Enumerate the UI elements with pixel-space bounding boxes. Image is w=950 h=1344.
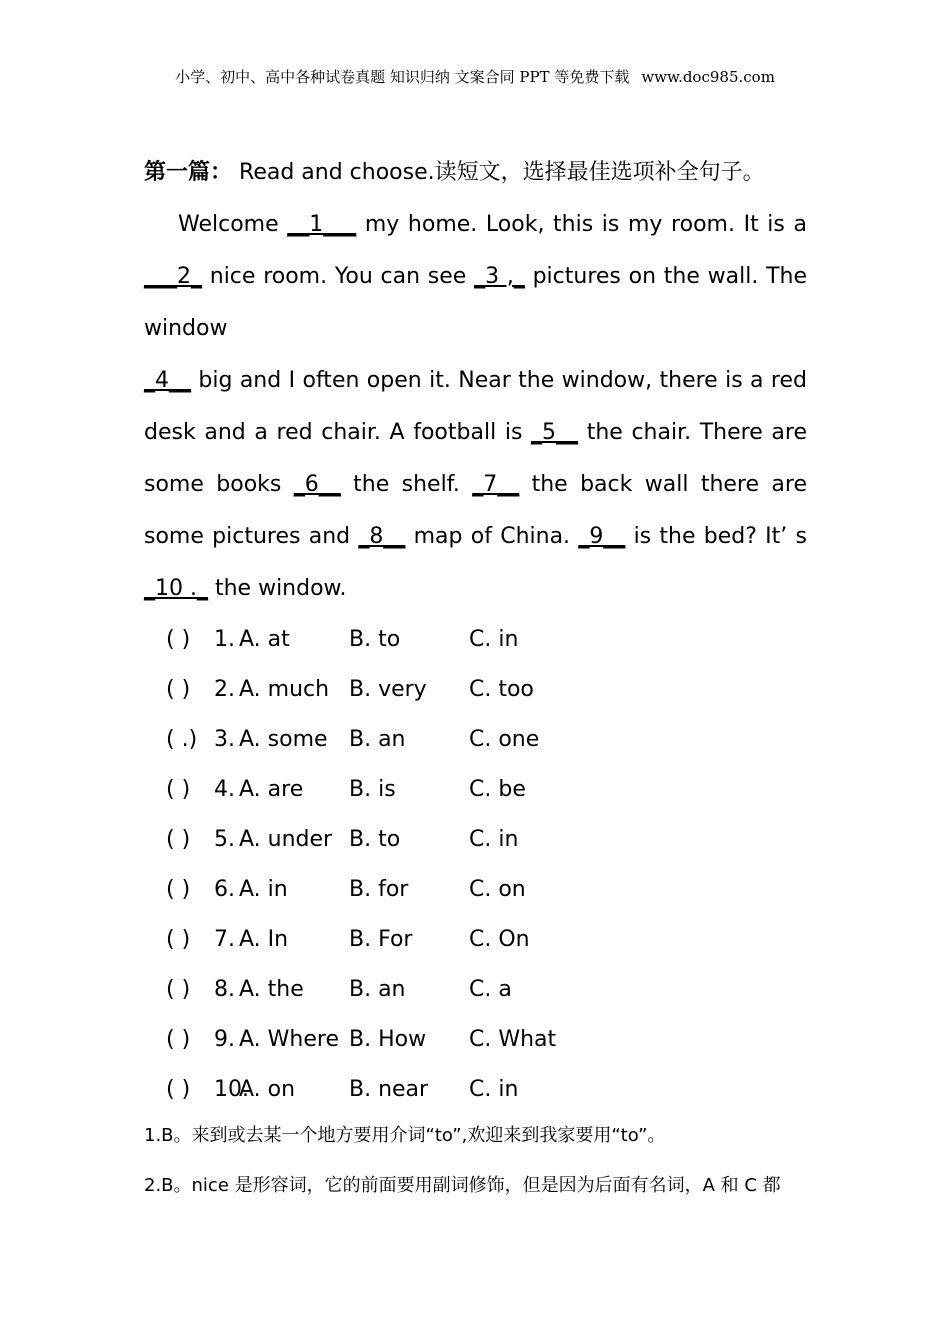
exercise-content: [144, 150, 807, 1115]
answer-options: [144, 615, 807, 1115]
passage-text: pictures on the wall. The window: [144, 264, 808, 341]
choice-c: C. in: [469, 827, 519, 852]
choice-b: B. an: [349, 977, 406, 1002]
answer-bracket[interactable]: ( ): [166, 927, 191, 952]
question-number: 4.: [214, 777, 235, 802]
choice-b: B. How: [349, 1027, 427, 1052]
passage-text: the window.: [207, 576, 347, 601]
blank-10: _10 ._: [144, 576, 208, 601]
blank-6: _6__: [293, 472, 341, 497]
passage-text: my home. Look, this is my room. It is a: [356, 212, 807, 237]
choice-b: B. near: [349, 1077, 429, 1102]
option-row: [144, 765, 807, 815]
question-number: 2.: [214, 677, 235, 702]
blank-3: _3 ,_: [474, 264, 525, 289]
question-number: 8.: [214, 977, 235, 1002]
choice-b: B. For: [349, 927, 413, 952]
answer-notes: [144, 1116, 807, 1216]
section-label: 第一篇：: [144, 159, 233, 185]
page-header: [0, 66, 950, 87]
blank-2: ___2_: [144, 264, 202, 289]
question-number: 10.: [214, 1077, 249, 1102]
choice-a: A. under: [239, 827, 333, 852]
choice-c: C. on: [469, 877, 526, 902]
blank-1: __1___: [287, 212, 357, 237]
choice-c: C. in: [469, 1077, 519, 1102]
choice-c: C. one: [469, 727, 540, 752]
choice-a: A. at: [239, 627, 290, 652]
option-row: [144, 1015, 807, 1065]
choice-a: A. the: [239, 977, 304, 1002]
blank-4: _4__: [144, 368, 191, 393]
reading-passage: [144, 199, 807, 615]
choice-c: C. a: [469, 977, 512, 1002]
answer-bracket[interactable]: ( ): [166, 1077, 191, 1102]
question-number: 3.: [214, 727, 235, 752]
question-number: 5.: [214, 827, 235, 852]
passage-paragraph-2: [144, 355, 807, 615]
passage-text: big and I often open it. Near the window, there is a red desk and a red chair. A football is: [144, 368, 807, 445]
passage-text: the chair. There are some books: [144, 420, 807, 497]
answer-bracket[interactable]: ( ): [166, 977, 191, 1002]
answer-bracket[interactable]: ( ): [166, 1027, 191, 1052]
option-row: [144, 715, 807, 765]
choice-c: C. be: [469, 777, 526, 802]
choice-c: C. in: [469, 627, 519, 652]
choice-a: A. In: [239, 927, 289, 952]
question-number: 7.: [214, 927, 235, 952]
question-number: 9.: [214, 1027, 235, 1052]
choice-a: A. are: [239, 777, 304, 802]
choice-a: A. in: [239, 877, 288, 902]
answer-note: 1.B。来到或去某一个地方要用介词“to”,欢迎来到我家要用“to”。: [144, 1125, 666, 1146]
answer-bracket[interactable]: ( ): [166, 777, 191, 802]
answer-bracket[interactable]: ( .): [166, 727, 198, 752]
answer-note: 2.B。nice 是形容词，它的前面要用副词修饰，但是因为后面有名词，A 和 C 都: [144, 1175, 781, 1196]
option-row: [144, 615, 807, 665]
choice-c: C. too: [469, 677, 534, 702]
passage-text: map of China.: [405, 524, 579, 549]
choice-b: B. an: [349, 727, 406, 752]
answer-bracket[interactable]: ( ): [166, 877, 191, 902]
section-title: [144, 150, 807, 195]
option-row: [144, 665, 807, 715]
option-row: [144, 915, 807, 965]
option-row: [144, 815, 807, 865]
passage-text: the back wall there are some pictures and: [144, 472, 807, 549]
answer-bracket[interactable]: ( ): [166, 827, 191, 852]
choice-a: A. much: [239, 677, 330, 702]
passage-text: nice room. You can see: [202, 264, 475, 289]
choice-b: B. to: [349, 827, 401, 852]
passage-text: Welcome: [178, 212, 288, 237]
option-row: [144, 865, 807, 915]
choice-a: A. some: [239, 727, 328, 752]
blank-8: _8__: [358, 524, 406, 549]
option-row: [144, 1065, 807, 1115]
blank-9: _9__: [578, 524, 626, 549]
blank-5: _5__: [531, 420, 579, 445]
choice-c: C. On: [469, 927, 530, 952]
section-instruction: Read and choose.读短文，选择最佳选项补全句子。: [239, 160, 765, 185]
blank-7: _7__: [472, 472, 520, 497]
choice-a: A. on: [239, 1077, 296, 1102]
option-row: [144, 965, 807, 1015]
choice-b: B. very: [349, 677, 427, 702]
choice-b: B. is: [349, 777, 396, 802]
choice-a: A. Where: [239, 1027, 339, 1052]
question-number: 1.: [214, 627, 235, 652]
passage-text: the shelf.: [340, 472, 473, 497]
answer-bracket[interactable]: ( ): [166, 627, 191, 652]
passage-paragraph-1: [144, 199, 807, 355]
choice-b: B. for: [349, 877, 409, 902]
choice-c: C. What: [469, 1027, 557, 1052]
question-number: 6.: [214, 877, 235, 902]
header-url[interactable]: www.doc985.com: [641, 68, 775, 86]
header-text: 小学、初中、高中各种试卷真题 知识归纳 文案合同 PPT 等免费下载: [175, 68, 630, 86]
choice-b: B. to: [349, 627, 401, 652]
passage-text: is the bed? It’ s: [625, 524, 807, 549]
answer-bracket[interactable]: ( ): [166, 677, 191, 702]
